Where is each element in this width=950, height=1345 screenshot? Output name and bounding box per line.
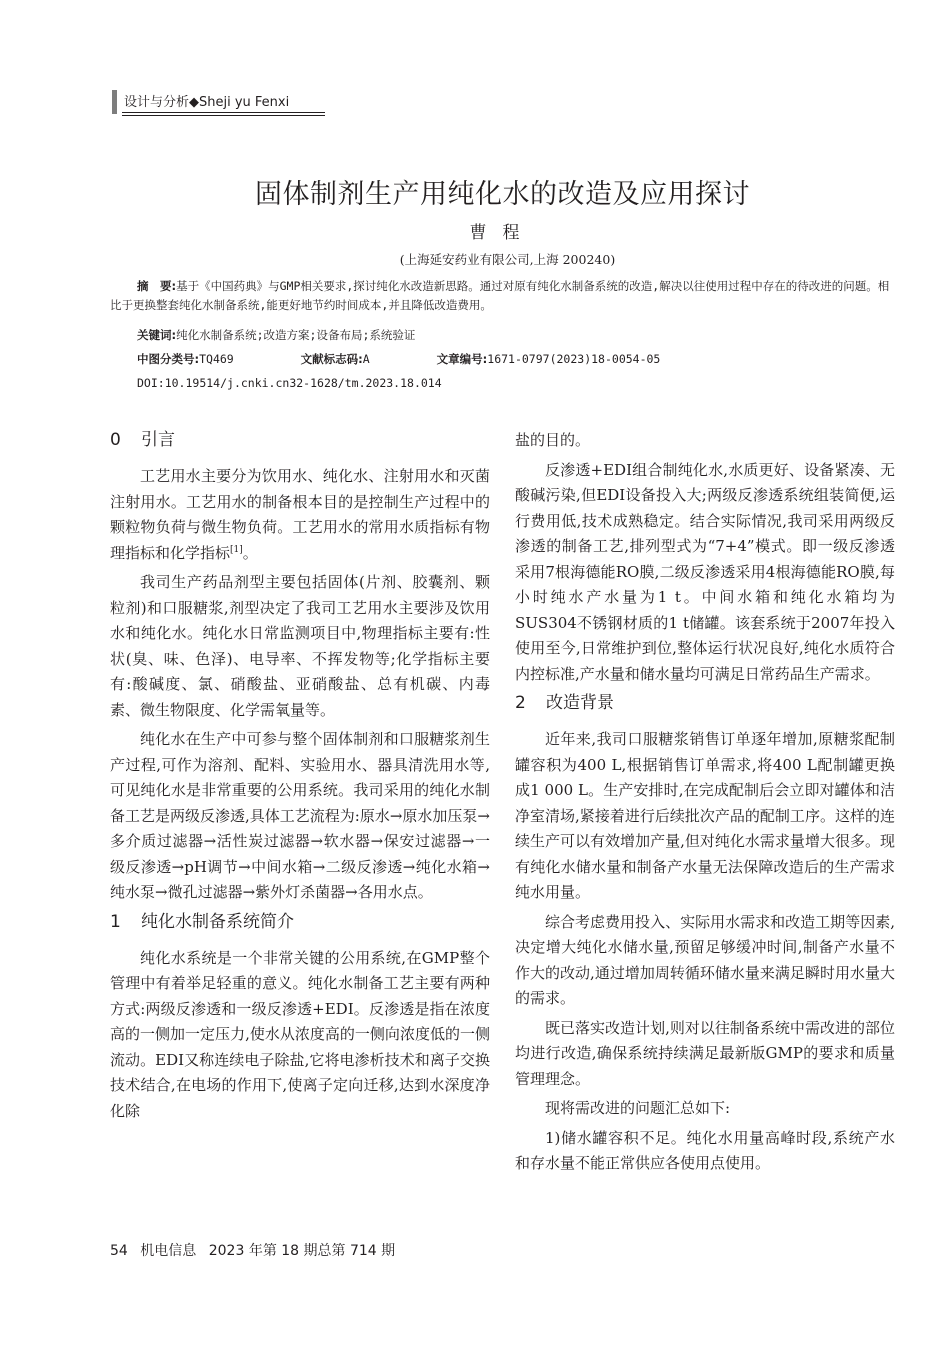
abstract-label: 摘 要: — [137, 279, 177, 293]
paragraph: 纯化水系统是一个非常关键的公用系统,在GMP整个管理中有着举足轻重的意义。纯化水制备工艺主要有两种方式:两级反渗透和一级反渗透+EDI。反渗透是指在浓度高的一侧加一定压力,使水从浓度高的一侧向浓度低的一侧流动。EDI又称连续电子除盐,它将电渗析技术和离子交换技术结合,在电场的作用下,使离子定向迁移,达到水深度净化除 — [110, 948, 490, 1120]
doi-value: 10.19514/j.cnki.cn32-1628/tm.2023.18.014 — [164, 376, 442, 390]
paragraph-continuation: 盐的目的。 — [515, 431, 591, 449]
paragraph: 我司生产药品剂型主要包括固体(片剂、胶囊剂、颗粒剂)和口服糖浆,剂型决定了我司工艺用水主要涉及饮用水和纯化水。纯化水日常监测项目中,物理指标主要有:性状(臭、味、色泽)、电导率、不挥发物等;化学指标主要有:酸碱度、氯、硝酸盐、亚硝酸盐、总有机碳、内毒素、微生物限度、化学需氧量等。 — [110, 573, 490, 719]
paragraph: 既已落实改造计划,则对以往制备系统中需改进的部位均进行改造,确保系统持续满足最新版GMP的要求和质量管理理念。 — [515, 1018, 895, 1088]
article-author: 曹程 — [469, 223, 536, 243]
article-title: 固体制剂生产用纯化水的改造及应用探讨 — [255, 179, 750, 210]
header-bar-decoration — [112, 90, 117, 114]
doc-code-value: A — [362, 352, 370, 366]
keywords-text: 纯化水制备系统;改造方案;设备布局;系统验证 — [176, 328, 416, 342]
doc-code-label: 文献标志码: — [300, 352, 363, 366]
author-affiliation: (上海延安药业有限公司,上海 200240) — [399, 252, 616, 267]
clc-value: TQ469 — [199, 352, 234, 366]
section-heading-1: 1 纯化水制备系统简介 — [110, 911, 294, 932]
paragraph: 现将需改进的问题汇总如下: — [545, 1099, 731, 1117]
keywords — [137, 326, 927, 345]
doi-line — [137, 374, 927, 393]
page-footer — [110, 1240, 403, 1260]
article-number-label: 文章编号: — [436, 352, 488, 366]
abstract-text: 基于《中国药典》与GMP相关要求,探讨纯化水改造新思路。通过对原有纯化水制备系统的改造,解决以往使用过程中存在的待改进的问题。相比于更换整套纯化水制备系统,能更好地节约时间成本,并且降低改造费用。 — [110, 279, 890, 312]
section-heading-0: 0 引言 — [110, 430, 175, 450]
left-column — [110, 428, 490, 1128]
page-number: 54 — [110, 1243, 128, 1259]
journal-name: 机电信息 — [140, 1243, 197, 1259]
paragraph: 纯化水在生产中可参与整个固体制剂和口服糖浆剂生产过程,可作为溶剂、配料、实验用水、器具清洗用水等,可见纯化水是非常重要的公用系统。我司采用的纯化水制备工艺是两级反渗透,具体工艺流程为:原水→原水加压泵→多介质过滤器→活性炭过滤器→软水器→保安过滤器→一级反渗透→pH调节→中间水箱→二级反渗透→纯化水箱→纯水泵→微孔过滤器→紫外灯杀菌器→各用水点。 — [110, 730, 490, 901]
article-number-value: 1671-0797(2023)18-0054-05 — [487, 352, 661, 366]
clc-label: 中图分类号: — [137, 352, 200, 366]
doi-label: DOI: — [137, 376, 165, 390]
right-column — [515, 428, 895, 1181]
issue-info: 2023 年第 18 期总第 714 期 — [208, 1243, 396, 1259]
paragraph: 1)储水罐容积不足。纯化水用量高峰时段,系统产水和存水量不能正常供应各使用点使用。 — [515, 1128, 895, 1172]
section-tag-text: 设计与分析◆Sheji yu Fenxi — [124, 95, 290, 110]
abstract — [110, 277, 900, 315]
section-heading-2: 2 改造背景 — [515, 693, 614, 713]
classification-line — [137, 350, 927, 369]
paragraph: 工艺用水主要分为饮用水、纯化水、注射用水和灭菌注射用水。工艺用水的制备根本目的是控制生产过程中的颗粒物负荷与微生物负荷。工艺用水的常用水质指标有物理指标和化学指标[1]。 — [110, 467, 490, 562]
header-underline — [122, 112, 325, 116]
paragraph: 反渗透+EDI组合制纯化水,水质更好、设备紧凑、无酸碱污染,但EDI设备投入大;两级反渗透系统组装简便,运行费用低,技术成熟稳定。结合实际情况,我司采用两级反渗透的制备工艺,排列型式为“7+4”模式。即一级反渗透采用7根海德能RO膜,二级反渗透采用4根海德能RO膜,每小时纯水产水量为1 t。中间水箱和纯化水箱均为SUS304不锈钢材质的1 t储罐。该套系统于2007年投入使用至今,日常维护到位,整体运行状况良好,纯化水质符合内控标准,产水量和储水量均可满足日常药品生产需求。 — [515, 460, 895, 683]
paragraph: 近年来,我司口服糖浆销售订单逐年增加,原糖浆配制罐容积为400 L,根据销售订单需求,将400 L配制罐更换成1 000 L。生产安排时,在完成配制后会立即对罐体和洁净室清场,紧接着进行后续批次产品的配制工序。这样的连续生产可以有效增加产量,但对纯化水需求量增大很多。现有纯化水储水量和制备产水量无法保障改造后的生产需求纯水用量。 — [515, 730, 895, 901]
keywords-label: 关键词: — [137, 328, 177, 342]
citation-ref: [1] — [230, 544, 243, 555]
paragraph: 综合考虑费用投入、实际用水需求和改造工期等因素,决定增大纯化水储水量,预留足够缓冲时间,制备产水量不作大的改动,通过增加周转循环储水量来满足瞬时用水量大的需求。 — [515, 912, 895, 1007]
